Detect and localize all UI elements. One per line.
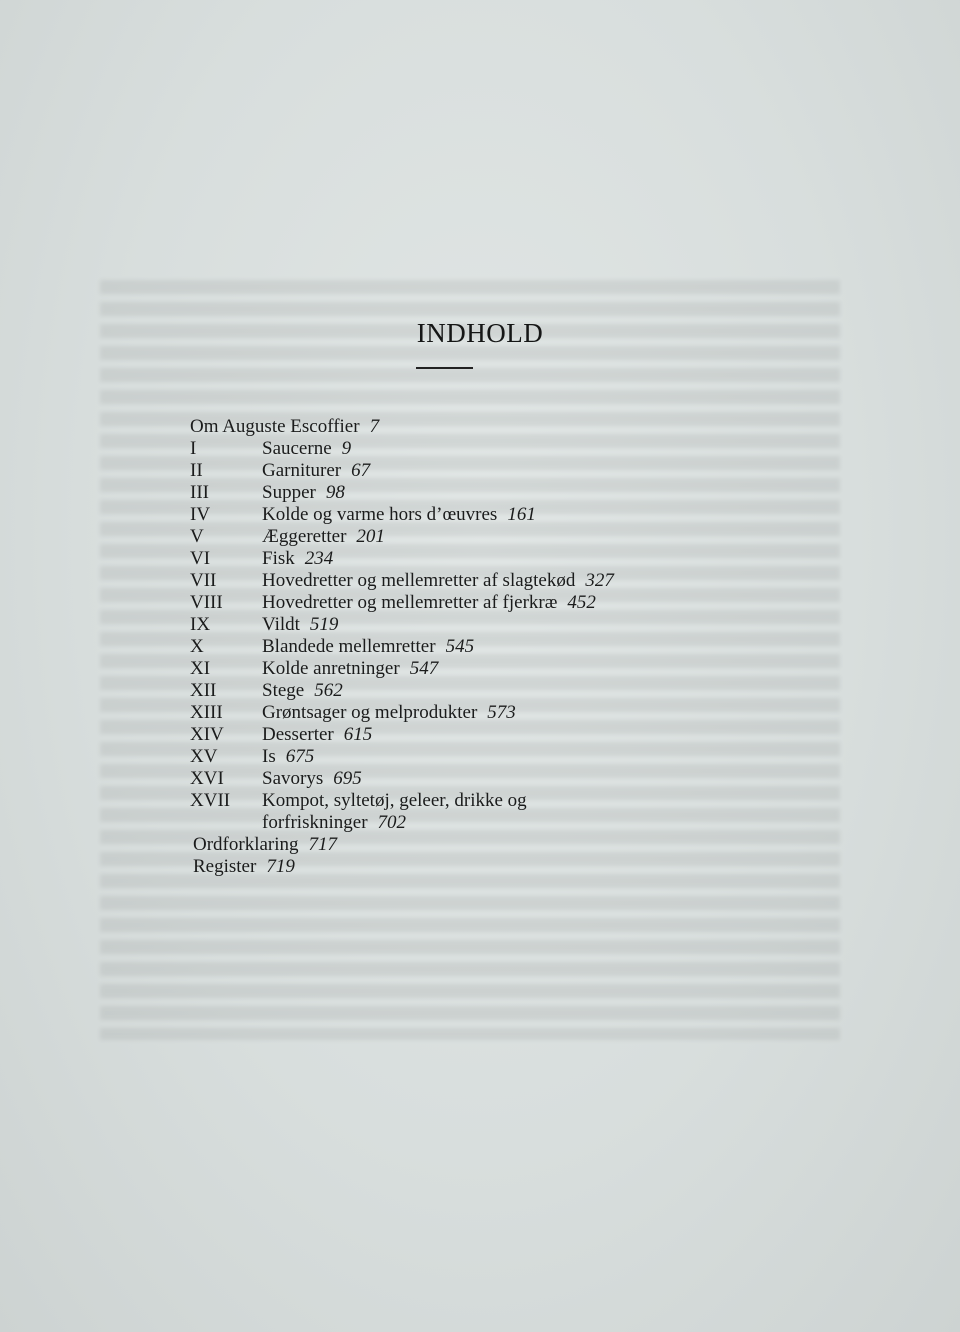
chapter-title-text: Hovedretter og mellemretter af slagtekød xyxy=(262,570,576,591)
page-number: 161 xyxy=(507,504,536,525)
chapter-title-text: Æggeretter xyxy=(262,526,347,547)
chapter-title-text: Kolde anretninger xyxy=(262,658,400,679)
chapter-number: XIII xyxy=(190,702,223,723)
page-number: 702 xyxy=(377,812,407,833)
chapter-title xyxy=(262,460,370,482)
chapter-number: VI xyxy=(190,548,211,569)
chapter-number: IX xyxy=(190,614,211,635)
chapter-title-text: Desserter xyxy=(262,724,334,745)
page-number: 9 xyxy=(341,438,352,459)
page-number: 719 xyxy=(266,856,295,877)
chapter-title-text: Is xyxy=(262,746,276,767)
page-number: 675 xyxy=(285,746,315,767)
chapter-title-text: Kompot, syltetøj, geleer, drikke og forfriskninger xyxy=(262,790,527,833)
toc-entry xyxy=(190,724,750,746)
toc-entry xyxy=(190,768,750,790)
chapter-number: XV xyxy=(190,746,218,767)
chapter-number: II xyxy=(190,460,203,481)
toc-entry xyxy=(190,790,750,834)
chapter-title xyxy=(262,548,333,570)
chapter-title xyxy=(262,768,362,790)
toc-entry xyxy=(190,592,750,614)
toc-entry xyxy=(190,482,750,504)
toc-entry xyxy=(190,636,750,658)
chapter-title xyxy=(193,834,337,856)
toc-entry xyxy=(190,526,750,548)
chapter-title xyxy=(262,482,345,504)
chapter-number: XI xyxy=(190,658,211,679)
page-number: 717 xyxy=(308,834,338,855)
toc-entry xyxy=(190,834,750,856)
chapter-title xyxy=(262,614,338,636)
toc-entry xyxy=(190,680,750,702)
chapter-title xyxy=(262,570,614,592)
page-number: 7 xyxy=(369,416,380,437)
page-number: 67 xyxy=(351,460,371,481)
page-number: 519 xyxy=(309,614,339,635)
chapter-number: III xyxy=(190,482,209,503)
chapter-title-text: Grøntsager og melprodukter xyxy=(262,702,478,723)
chapter-title-text: Register xyxy=(193,856,257,877)
chapter-title xyxy=(262,504,536,526)
chapter-title xyxy=(262,702,516,724)
chapter-title xyxy=(262,790,592,834)
chapter-title-text: Om Auguste Escoffier xyxy=(190,416,360,437)
page-number: 695 xyxy=(333,768,362,789)
chapter-title xyxy=(190,416,379,438)
chapter-title xyxy=(262,636,474,658)
table-of-contents xyxy=(190,416,750,878)
toc-entry xyxy=(190,548,750,570)
chapter-number: VII xyxy=(190,570,217,591)
chapter-title-text: Savorys xyxy=(262,768,324,789)
chapter-title xyxy=(262,658,438,680)
chapter-title-text: Ordforklaring xyxy=(193,834,299,855)
chapter-number: V xyxy=(190,526,204,547)
chapter-title xyxy=(262,746,314,768)
chapter-number: I xyxy=(190,438,197,459)
toc-entry xyxy=(190,416,750,438)
page-number: 201 xyxy=(356,526,385,547)
chapter-number: IV xyxy=(190,504,211,525)
chapter-title xyxy=(193,856,295,878)
chapter-title xyxy=(262,680,343,702)
chapter-number: XVI xyxy=(190,768,224,789)
page-number: 452 xyxy=(567,592,596,613)
chapter-number: VIII xyxy=(190,592,223,613)
chapter-number: XIV xyxy=(190,724,224,745)
chapter-title-text: Vildt xyxy=(262,614,300,635)
page-number: 562 xyxy=(314,680,343,701)
toc-entry xyxy=(190,570,750,592)
page-number: 573 xyxy=(487,702,516,723)
chapter-title-text: Saucerne xyxy=(262,438,332,459)
chapter-title-text: Garniturer xyxy=(262,460,342,481)
chapter-title-text: Fisk xyxy=(262,548,295,569)
page-number: 547 xyxy=(409,658,439,679)
chapter-title-text: Kolde og varme hors d’œuvres xyxy=(262,504,498,525)
chapter-title xyxy=(262,526,385,548)
toc-entry xyxy=(190,460,750,482)
chapter-title xyxy=(262,724,372,746)
chapter-title-text: Supper xyxy=(262,482,316,503)
toc-entry xyxy=(190,702,750,724)
page-number: 615 xyxy=(343,724,373,745)
toc-entry xyxy=(190,438,750,460)
chapter-title-text: Hovedretter og mellemretter af fjerkræ xyxy=(262,592,558,613)
toc-entry xyxy=(190,504,750,526)
chapter-number: XVII xyxy=(190,790,231,811)
chapter-title xyxy=(262,438,351,460)
toc-entry xyxy=(190,614,750,636)
title-rule xyxy=(416,367,473,369)
chapter-number: XII xyxy=(190,680,217,701)
page-number: 327 xyxy=(585,570,614,591)
toc-entry xyxy=(190,746,750,768)
toc-entry xyxy=(190,856,750,878)
page-number: 98 xyxy=(325,482,345,503)
chapter-title-text: Stege xyxy=(262,680,305,701)
chapter-number: X xyxy=(190,636,204,657)
page-title: INDHOLD xyxy=(416,318,544,348)
toc-entry xyxy=(190,658,750,680)
page-number: 545 xyxy=(445,636,475,657)
chapter-title-text: Blandede mellemretter xyxy=(262,636,436,657)
page-number: 234 xyxy=(304,548,334,569)
chapter-title xyxy=(262,592,596,614)
